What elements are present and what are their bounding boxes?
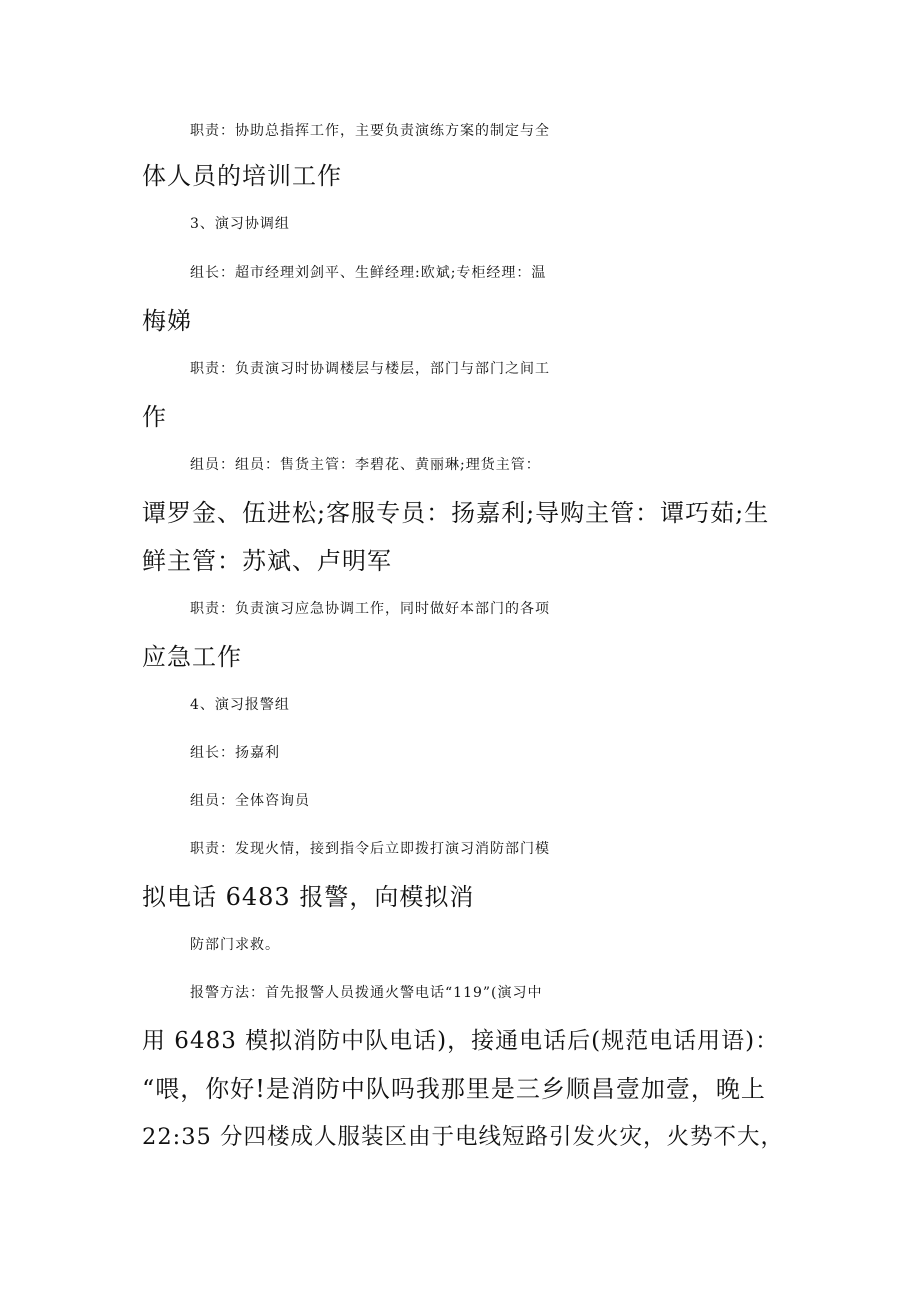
paragraph-line: 职责：协助总指挥工作，主要负责演练方案的制定与全 (190, 123, 550, 139)
paragraph-line: 22:35 分四楼成人服装区由于电线短路引发火灾，火势不大， (142, 1124, 784, 1150)
paragraph-line: 用 6483 模拟消防中队电话)，接通电话后(规范电话用语)： (142, 1028, 780, 1054)
paragraph-line: 体人员的培训工作 (142, 162, 342, 190)
paragraph-line: “喂，你好!是消防中队吗我那里是三乡顺昌壹加壹，晚上 (142, 1075, 766, 1103)
paragraph-line: 作 (142, 403, 167, 431)
paragraph-line: 鲜主管：苏斌、卢明军 (142, 547, 392, 575)
section-heading: 4、演习报警组 (190, 697, 290, 713)
paragraph-line: 组长：扬嘉利 (190, 745, 280, 761)
paragraph-line: 职责：发现火情，接到指令后立即拨打演习消防部门模 (190, 841, 550, 857)
section-heading: 3、演习协调组 (190, 216, 290, 232)
paragraph-line: 防部门求救。 (190, 937, 280, 953)
paragraph-line: 报警方法：首先报警人员拨通火警电话“119”(演习中 (190, 985, 543, 1001)
paragraph-line: 组员：全体咨询员 (190, 793, 310, 809)
paragraph-line: 职责：负责演习应急协调工作，同时做好本部门的各项 (190, 601, 550, 617)
paragraph-line: 组员：组员：售货主管：李碧花、黄丽琳;理货主管： (190, 457, 541, 473)
paragraph-line: 应急工作 (142, 643, 242, 671)
paragraph-line: 组长：超市经理刘剑平、生鲜经理:欧斌;专柜经理：温 (190, 265, 547, 281)
paragraph-line: 梅娣 (142, 307, 192, 335)
paragraph-line: 拟电话 6483 报警，向模拟消 (142, 883, 475, 911)
paragraph-line: 谭罗金、伍进松;客服专员：扬嘉利;导购主管：谭巧茹;生 (142, 499, 770, 527)
paragraph-line: 职责：负责演习时协调楼层与楼层，部门与部门之间工 (190, 361, 550, 377)
